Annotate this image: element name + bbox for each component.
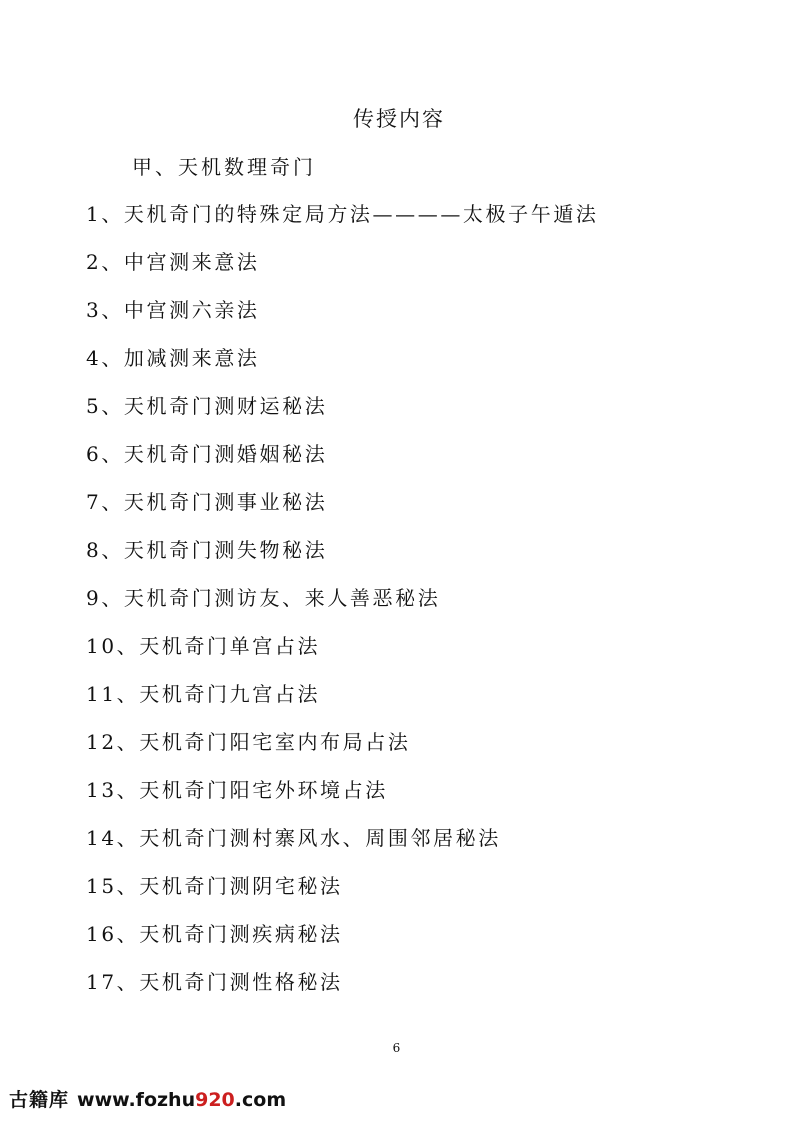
- list-item: 8、天机奇门测失物秘法: [86, 538, 328, 562]
- watermark-domain-prefix: www.fozhu: [77, 1089, 196, 1111]
- list-item: 9、天机奇门测访友、来人善恶秘法: [86, 586, 441, 610]
- table-of-contents: [86, 199, 599, 1015]
- list-item: 15、天机奇门测阴宅秘法: [86, 874, 343, 898]
- list-item: 3、中宫测六亲法: [86, 298, 260, 322]
- list-item: 5、天机奇门测财运秘法: [86, 394, 328, 418]
- page-title: 传授内容: [353, 107, 445, 131]
- list-item: 4、加减测来意法: [86, 346, 260, 370]
- watermark-domain-accent: 920: [195, 1089, 235, 1111]
- list-item: 12、天机奇门阳宅室内布局占法: [86, 730, 411, 754]
- list-item: 6、天机奇门测婚姻秘法: [86, 442, 328, 466]
- list-item: 11、天机奇门九宫占法: [86, 682, 321, 706]
- list-item: 17、天机奇门测性格秘法: [86, 970, 343, 994]
- list-item: 14、天机奇门测村寨风水、周围邻居秘法: [86, 826, 501, 850]
- list-item: 13、天机奇门阳宅外环境占法: [86, 778, 388, 802]
- section-heading: 甲、天机数理奇门: [132, 155, 316, 179]
- page-number: 6: [392, 1041, 401, 1055]
- list-item: 7、天机奇门测事业秘法: [86, 490, 328, 514]
- list-item: 2、中宫测来意法: [86, 250, 260, 274]
- watermark: [9, 1087, 286, 1113]
- list-item: 10、天机奇门单宫占法: [86, 634, 321, 658]
- watermark-domain: [77, 1089, 286, 1111]
- watermark-domain-suffix: .com: [234, 1089, 287, 1111]
- watermark-brand: 古籍库: [9, 1089, 70, 1111]
- list-item: 1、天机奇门的特殊定局方法————太极子午遁法: [86, 202, 599, 226]
- list-item: 16、天机奇门测疾病秘法: [86, 922, 343, 946]
